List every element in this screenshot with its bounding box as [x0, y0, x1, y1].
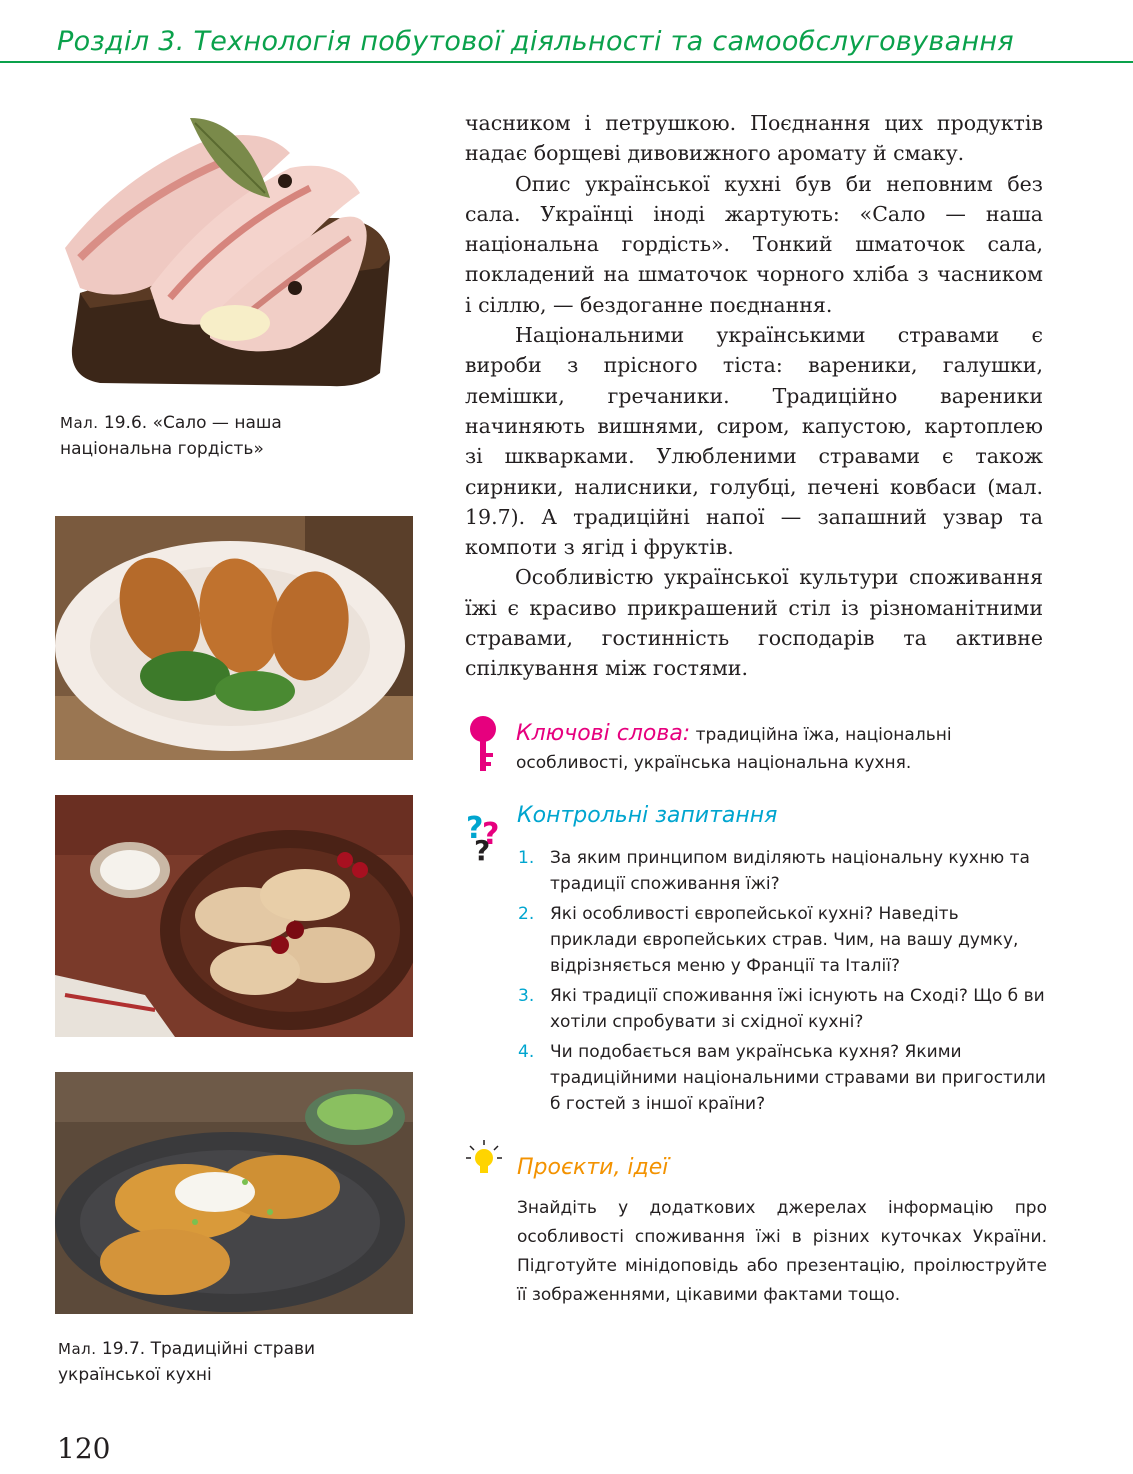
list-item: 1. За яким принципом виділяють національну кухню та традиції споживання їжі? [518, 848, 1030, 894]
projects-title: Проєкти, ідеї [517, 1155, 669, 1180]
projects-text: Знайдіть у додаткових джерелах інформацію про особливості споживання їжі в різних куточках України. Підготуйте мінідоповідь або презентацію, проілюструйте її зображеннями, цікавими фактами тощо. [517, 1198, 1047, 1305]
lightbulb-icon [466, 1138, 502, 1187]
chapter-title: Розділ 3. Технологія побутової діяльності та самообслуговування [57, 26, 1014, 57]
key-words-title: Ключові слова: [516, 721, 691, 746]
body-paragraph: Національними українськими стравами є вироби з прісного тіста: вареники, галушки, лемішки, гречаники. Традиційно вареники начиняють вишнями, сиром, капустою, картоплею зі шкварками. Улюбленими стравами є також сирники, налисники, голубці, печені ковбаси (мал. 19.7). А традиційні напої — запашний узвар та компоти з ягід і фруктів. [465, 323, 1043, 560]
svg-text:?: ? [474, 834, 491, 866]
question-marks-icon [466, 806, 506, 871]
main-text [465, 108, 1043, 684]
svg-text:?: ? [482, 817, 500, 852]
vareniki-with-cherries-photo [55, 795, 413, 1037]
key-icon [468, 715, 498, 780]
page-number: 120 [57, 1432, 111, 1465]
figure-caption-19-6: Мал. 19.6. «Сало — наша національна гордість» [60, 413, 282, 459]
key-words-block [516, 720, 1036, 777]
figure-caption-19-7: Мал. 19.7. Традиційні страви української кухні [58, 1339, 316, 1385]
body-paragraph: часником і петрушкою. Поєднання цих продуктів надає борщеві дивовижного аромату й смаку. [465, 111, 1043, 166]
header-divider [0, 61, 1133, 63]
list-item: 4. Чи подобається вам українська кухня? Якими традиційними національними стравами ви пригостили б гостей з іншої країни? [518, 1042, 1046, 1114]
list-item: 2. Які особливості європейської кухні? Наведіть приклади європейських страв. Чим, на вашу думку, відрізняється меню у Франції та Італії? [518, 904, 1019, 976]
questions-list [518, 845, 1048, 1121]
body-paragraph: Опис української кухні був би неповним без сала. Українці іноді жартують: «Сало — наша національна гордість». Тонкий шматочок сала, покладений на шматочок чорного хліба з часником і сіллю, — бездоганне поєднання. [465, 171, 1043, 317]
croquettes-photo [55, 516, 413, 760]
svg-text:?: ? [466, 811, 484, 846]
potato-pancakes-photo [55, 1072, 413, 1314]
body-paragraph: Особливістю української культури споживання їжі є красиво прикрашений стіл із різноманітними стравами, гостинність господарів та активне спілкування між гостями. [465, 565, 1043, 681]
list-item: 3. Які традиції споживання їжі існують на Сході? Що б ви хотіли спробувати зі східної кухні? [518, 986, 1045, 1032]
page-header [0, 0, 1133, 70]
salo-on-black-bread-photo [60, 108, 400, 388]
questions-title: Контрольні запитання [517, 803, 778, 828]
key-words-text: традиційна їжа, національні особливості, українська національна кухня. [516, 725, 952, 773]
